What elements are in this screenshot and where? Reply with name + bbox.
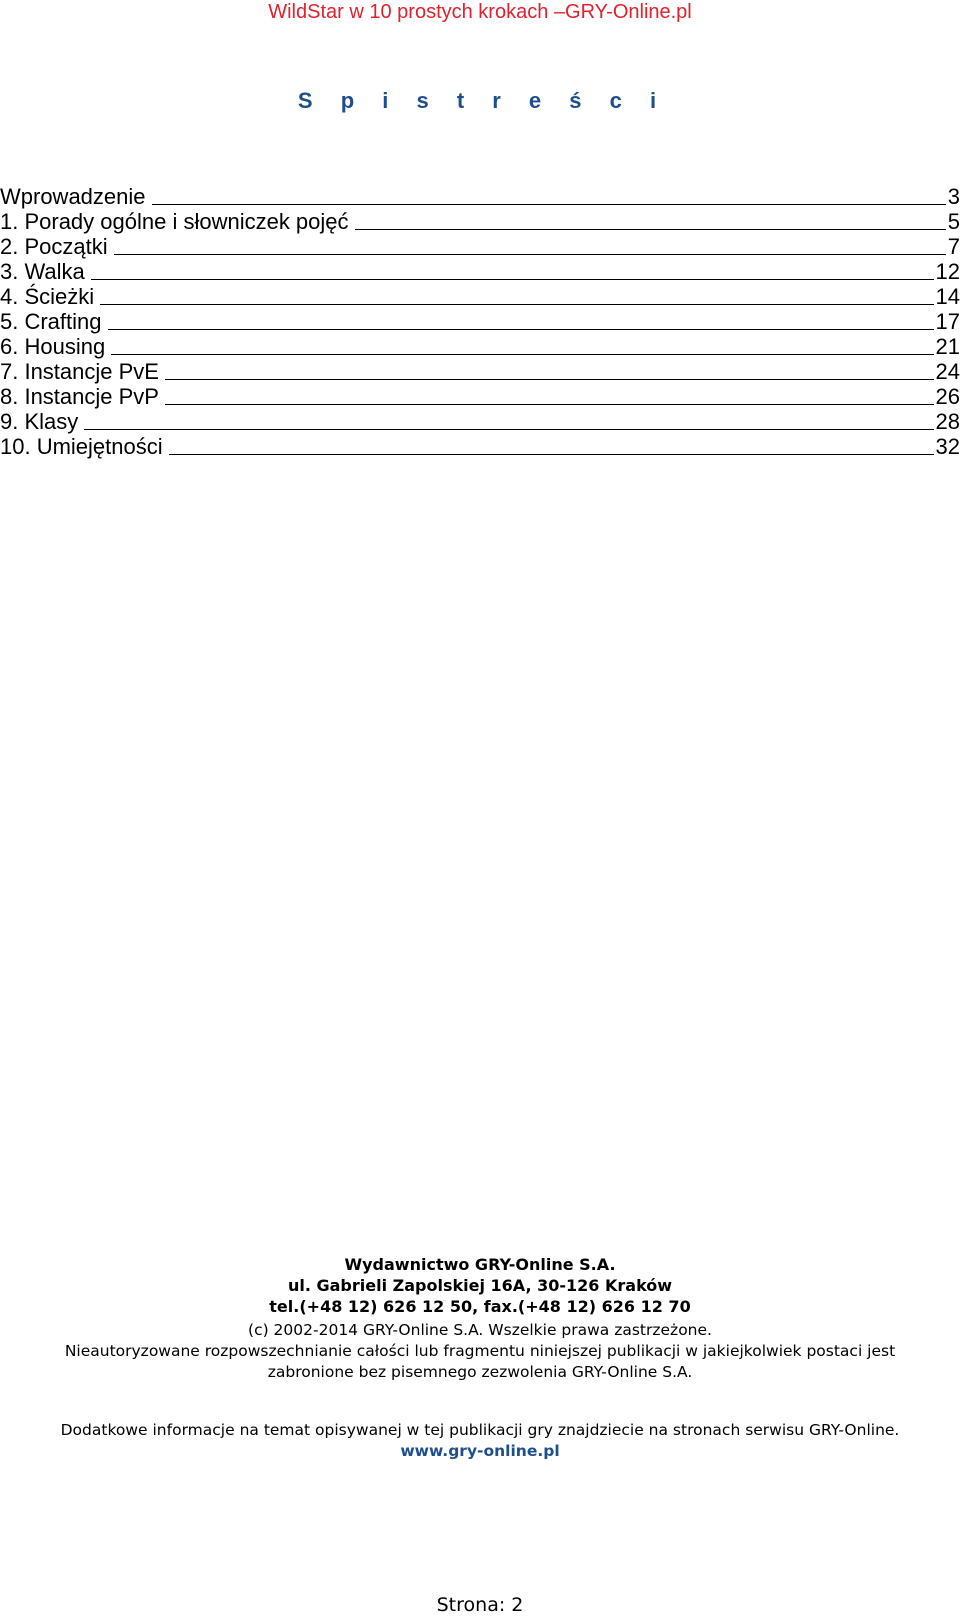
toc-leader-line — [100, 303, 933, 305]
toc-title: S p i s t r e ś c i — [297, 88, 663, 113]
table-of-contents — [0, 184, 960, 459]
toc-entry-label: 9. Klasy — [0, 409, 79, 434]
toc-entry-page: 21 — [935, 334, 960, 359]
toc-entry-page: 28 — [935, 409, 960, 434]
toc-entry-label: 5. Crafting — [0, 309, 102, 334]
toc-leader-line — [114, 253, 946, 255]
toc-entry[interactable] — [0, 284, 960, 309]
toc-leader-line — [152, 203, 946, 205]
publisher-block — [0, 1254, 960, 1317]
toc-entry[interactable] — [0, 334, 960, 359]
toc-leader-line — [91, 278, 934, 280]
toc-entry[interactable] — [0, 234, 960, 259]
toc-entry-page: 12 — [935, 259, 960, 284]
toc-leader-line — [111, 353, 933, 355]
toc-entry-label: Wprowadzenie — [0, 184, 146, 209]
toc-entry-page: 3 — [947, 184, 960, 209]
toc-entry[interactable] — [0, 434, 960, 459]
toc-entry[interactable] — [0, 409, 960, 434]
toc-entry-label: 2. Początki — [0, 234, 108, 259]
toc-entry[interactable] — [0, 209, 960, 234]
toc-leader-line — [165, 378, 934, 380]
toc-entry-label: 10. Umiejętności — [0, 434, 163, 459]
toc-entry-label: 8. Instancje PvP — [0, 384, 159, 409]
toc-entry-page: 24 — [935, 359, 960, 384]
publisher-address: ul. Gabrieli Zapolskiej 16A, 30-126 Kraków — [287, 1276, 673, 1295]
info-text: Dodatkowe informacje na temat opisywanej w tej publikacji gry znajdziecie na stronach serwisu GRY-Online. — [60, 1421, 900, 1439]
toc-entry[interactable] — [0, 359, 960, 384]
copyright-text: (c) 2002-2014 GRY-Online S.A. Wszelkie prawa zastrzeżone. — [248, 1321, 712, 1339]
toc-leader-line — [108, 328, 934, 330]
page-number: Strona: 2 — [436, 1594, 524, 1616]
toc-entry[interactable] — [0, 309, 960, 334]
toc-leader-line — [355, 228, 946, 230]
toc-leader-line — [84, 428, 933, 430]
toc-entry-label: 4. Ścieżki — [0, 284, 95, 309]
toc-entry-page: 5 — [947, 209, 960, 234]
toc-entry-label: 6. Housing — [0, 334, 106, 359]
toc-leader-line — [165, 403, 934, 405]
toc-entry[interactable] — [0, 259, 960, 284]
toc-entry[interactable] — [0, 384, 960, 409]
toc-entry-label: 1. Porady ogólne i słowniczek pojęć — [0, 209, 349, 234]
info-block — [0, 1420, 960, 1462]
toc-entry[interactable] — [0, 184, 960, 209]
toc-entry-page: 26 — [935, 384, 960, 409]
toc-leader-line — [169, 453, 934, 455]
page-header: WildStar w 10 prostych krokach –GRY-Online.pl — [268, 1, 692, 23]
publisher-phone: tel.(+48 12) 626 12 50, fax.(+48 12) 626 12 70 — [269, 1297, 691, 1316]
toc-entry-page: 17 — [935, 309, 960, 334]
publisher-name: Wydawnictwo GRY-Online S.A. — [344, 1255, 616, 1274]
legal-notice-line2: zabronione bez pisemnego zezwolenia GRY-Online S.A. — [267, 1363, 693, 1381]
toc-entry-page: 32 — [935, 434, 960, 459]
toc-entry-page: 7 — [947, 234, 960, 259]
toc-entry-page: 14 — [935, 284, 960, 309]
toc-entry-label: 7. Instancje PvE — [0, 359, 159, 384]
legal-notice-line1: Nieautoryzowane rozpowszechnianie całości lub fragmentu niniejszej publikacji w jakiejkolwiek postaci jest — [64, 1342, 896, 1360]
toc-entry-label: 3. Walka — [0, 259, 85, 284]
legal-block — [0, 1320, 960, 1383]
website-link[interactable]: www.gry-online.pl — [400, 1442, 560, 1460]
